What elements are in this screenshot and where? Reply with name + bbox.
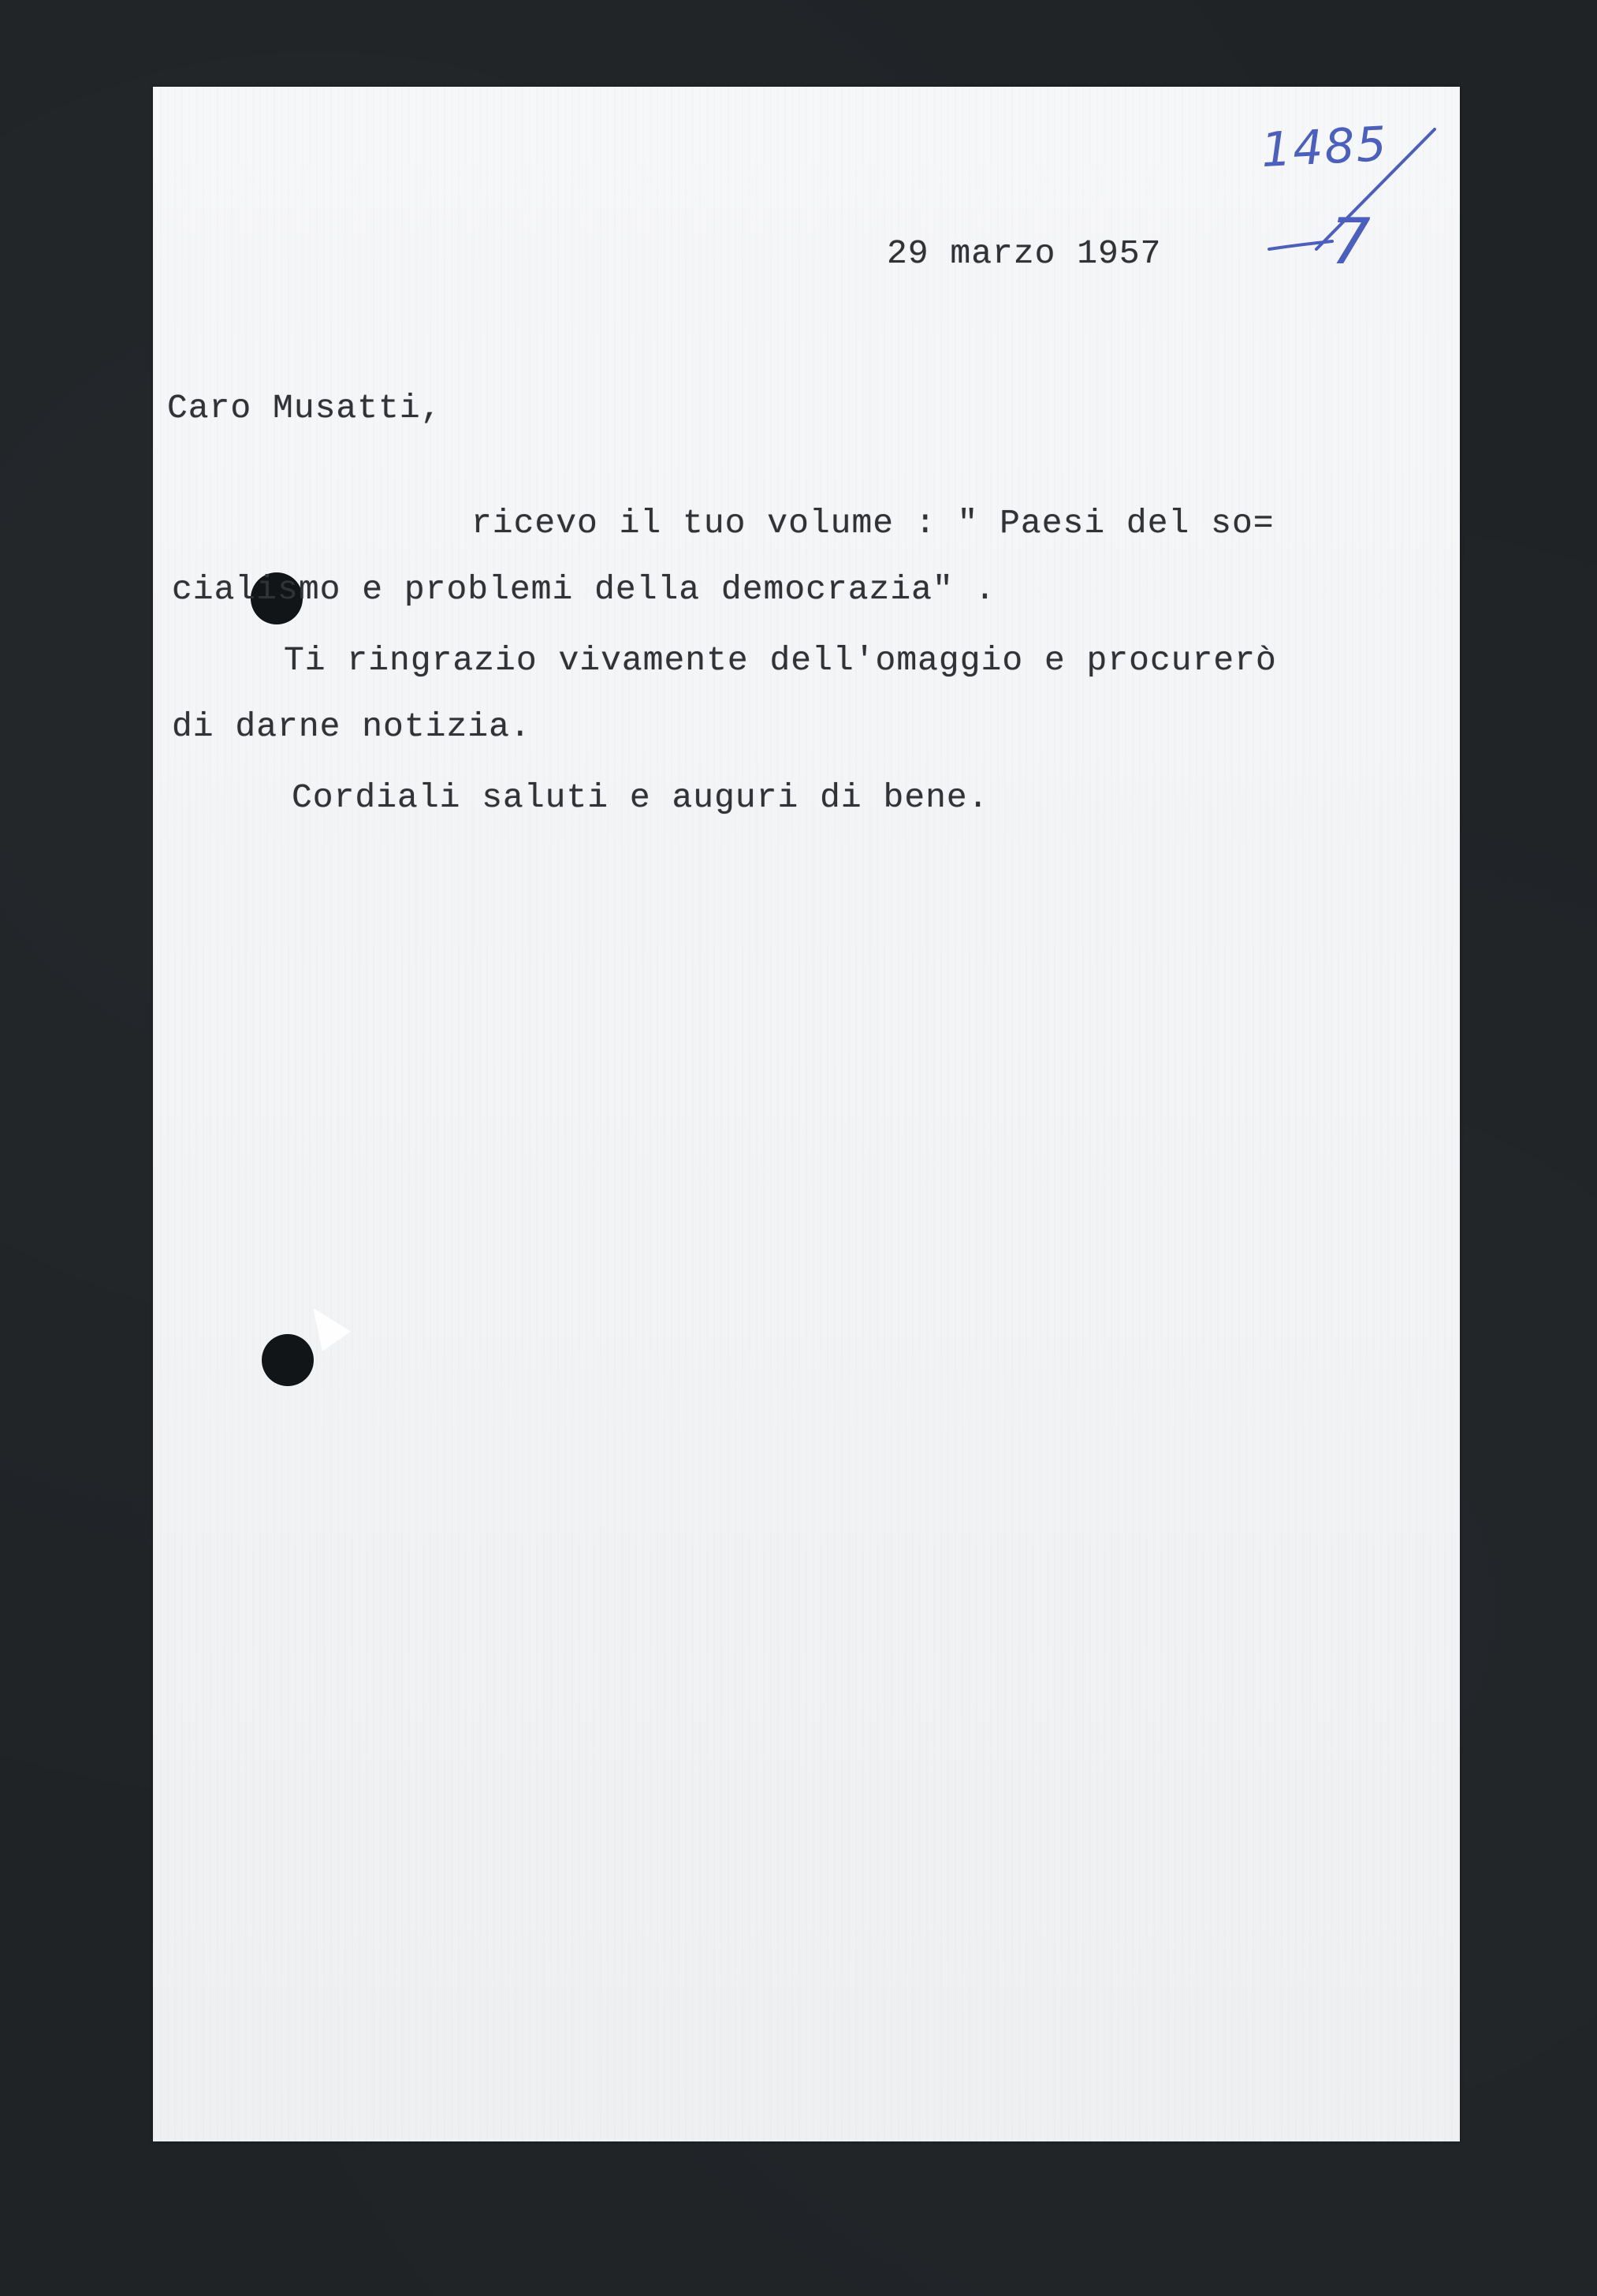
body-line-1: ricevo il tuo volume : " Paesi del so= bbox=[471, 504, 1275, 542]
archive-sub-number: 7 bbox=[1331, 205, 1371, 278]
body-line-2: cialismo e problemi della democrazia" . bbox=[172, 570, 996, 609]
letter-salutation: Caro Musatti, bbox=[167, 389, 442, 427]
body-line-3: Ti ringrazio vivamente dell'omaggio e procurerò bbox=[284, 641, 1277, 680]
body-line-5: Cordiali saluti e auguri di bene. bbox=[292, 778, 989, 817]
body-line-4: di darne notizia. bbox=[172, 707, 531, 746]
archive-annotation bbox=[1245, 95, 1450, 300]
letter-date: 29 marzo 1957 bbox=[887, 234, 1162, 273]
archive-number: 1485 bbox=[1260, 116, 1390, 179]
punch-hole-bottom bbox=[262, 1334, 314, 1386]
